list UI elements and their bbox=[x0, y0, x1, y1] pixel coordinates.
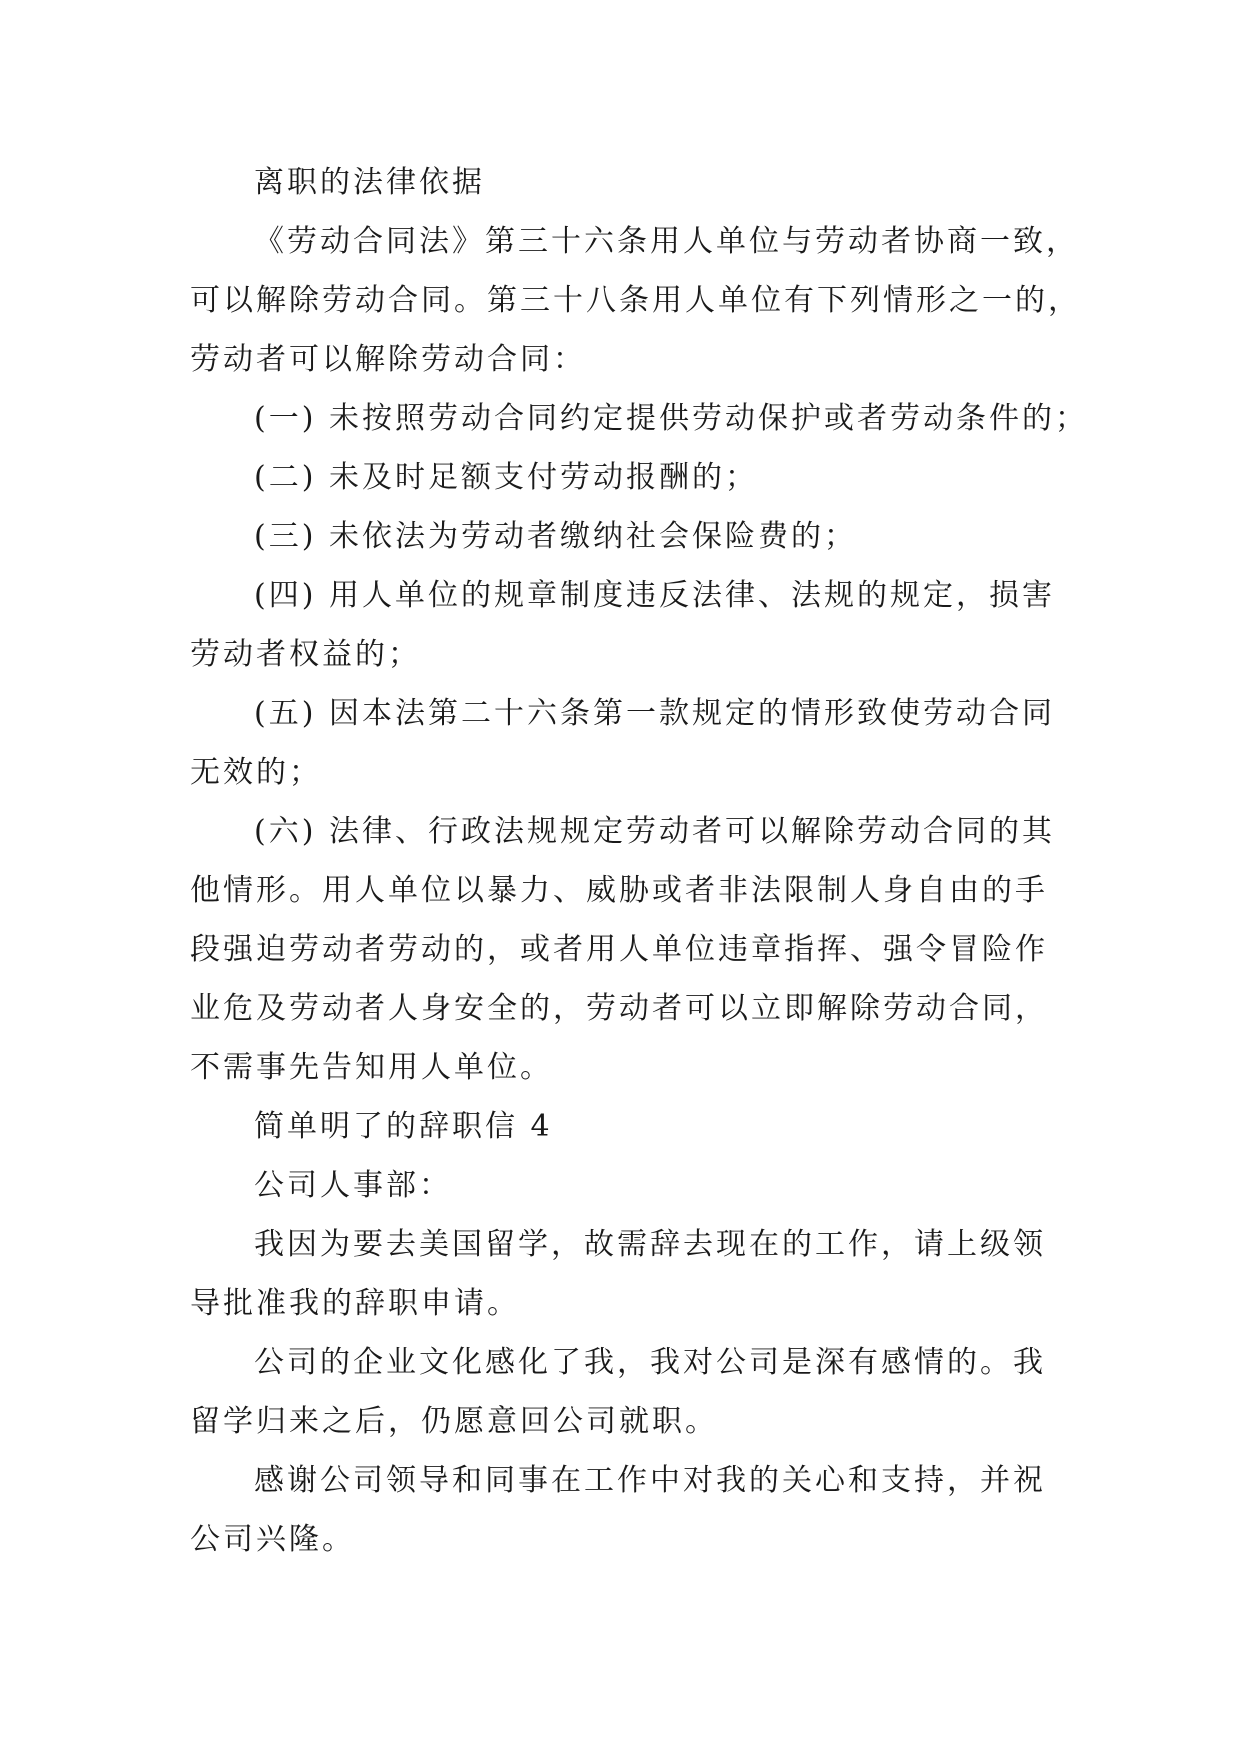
text-line: 业危及劳动者人身安全的，劳动者可以立即解除劳动合同， bbox=[190, 991, 1048, 1026]
text-line: 感谢公司领导和同事在工作中对我的关心和支持，并祝 bbox=[254, 1463, 1046, 1498]
text-line: 不需事先告知用人单位。 bbox=[190, 1050, 553, 1085]
letter-salutation: 公司人事部： bbox=[254, 1168, 452, 1203]
text-line: 段强迫劳动者劳动的，或者用人单位违章指挥、强令冒险作 bbox=[190, 932, 1048, 967]
list-item: (五) 因本法第二十六条第一款规定的情形致使劳动合同 bbox=[254, 696, 1055, 731]
text-line: 劳动者可以解除劳动合同： bbox=[190, 342, 586, 377]
text-line: 我因为要去美国留学，故需辞去现在的工作，请上级领 bbox=[254, 1227, 1046, 1262]
list-item: (二) 未及时足额支付劳动报酬的； bbox=[254, 460, 758, 495]
list-item: (四) 用人单位的规章制度违反法律、法规的规定，损害 bbox=[254, 578, 1055, 613]
text-line: 公司兴隆。 bbox=[190, 1522, 355, 1557]
text-line: 留学归来之后，仍愿意回公司就职。 bbox=[190, 1404, 718, 1439]
text-line: 劳动者权益的； bbox=[190, 637, 421, 672]
section-heading: 离职的法律依据 bbox=[254, 165, 485, 200]
text-line: 可以解除劳动合同。第三十八条用人单位有下列情形之一的， bbox=[190, 283, 1081, 318]
list-item: (三) 未依法为劳动者缴纳社会保险费的； bbox=[254, 519, 857, 554]
text-line: 导批准我的辞职申请。 bbox=[190, 1286, 520, 1321]
document-body bbox=[190, 153, 1088, 1569]
text-line: 他情形。用人单位以暴力、威胁或者非法限制人身自由的手 bbox=[190, 873, 1048, 908]
list-item: (一) 未按照劳动合同约定提供劳动保护或者劳动条件的； bbox=[254, 401, 1088, 436]
text-line: 《劳动合同法》第三十六条用人单位与劳动者协商一致， bbox=[254, 224, 1079, 259]
text-line: 无效的； bbox=[190, 755, 322, 790]
list-item: (六) 法律、行政法规规定劳动者可以解除劳动合同的其 bbox=[254, 814, 1055, 849]
text-line: 公司的企业文化感化了我，我对公司是深有感情的。我 bbox=[254, 1345, 1046, 1380]
section-heading: 简单明了的辞职信 4 bbox=[254, 1109, 553, 1144]
